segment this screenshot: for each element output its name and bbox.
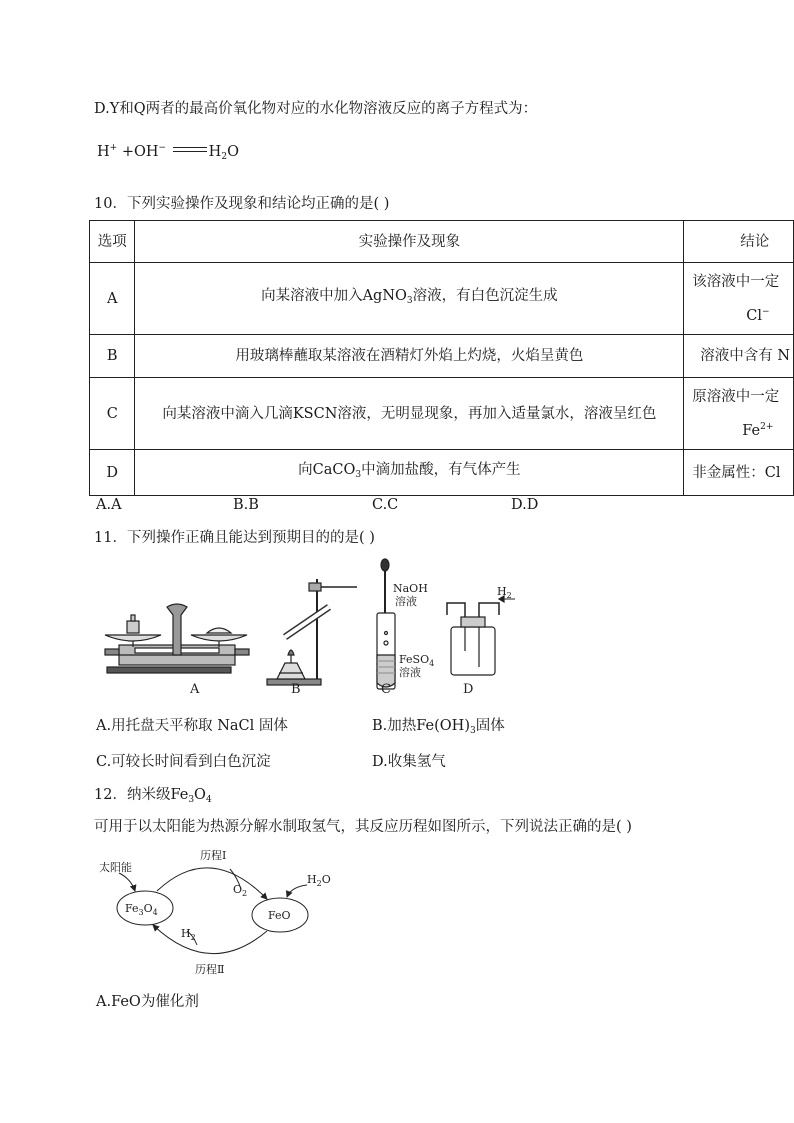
conc-charge: 2+ [760,421,774,432]
op-text-post: 溶液，有白色沉淀生成 [412,288,558,304]
balance-icon [105,604,249,673]
table-row [90,263,794,335]
row-option: B [90,335,135,378]
q12-choice-a: A.FeO为催化剂 [96,994,199,1010]
label-h2o: $H_2O$ [307,873,331,888]
q11-stem: 11．下列操作正确且能达到预期目的的是( ) [94,530,375,546]
conc-line1: 原溶液中一定 [692,388,780,405]
row-option: A [90,263,135,335]
choice-b-fe: Fe [416,718,435,734]
figure-label-c: C [381,682,391,697]
stem-fe: Fe [170,787,189,803]
row-conclusion [684,378,794,450]
process2-arrow [153,925,267,954]
label-process1: 历程Ⅰ [200,849,227,862]
sun-arrow [119,873,135,891]
eq-h: H [97,144,110,160]
eq-plus: + [121,144,134,160]
choice-b-text: B.加热 [372,718,417,734]
label-process2: 历程Ⅱ [195,963,225,976]
table-row [90,378,794,450]
label-feso4: FeSO$_4$ [399,653,435,668]
q10-choice-c: C.C [372,497,399,513]
eq-h2o-o: O [227,144,239,160]
stem-o: O [194,787,206,803]
eq-double-line [173,147,207,152]
test-tube-icon [377,559,395,689]
label-naoh: NaOH [393,582,428,595]
row-conclusion: 溶液中含有 N [684,335,794,378]
gas-bottle-icon [447,596,515,675]
row-option: C [90,378,135,450]
q10-choice-d: D.D [511,497,539,513]
label-o2: $O_2$ [233,883,248,898]
header-option: 选项 [90,221,135,263]
row-operation: 向某溶液中滴入几滴KSCN溶液，无明显现象，再加入适量氯水，溶液呈红色 [135,378,684,450]
header-operation: 实验操作及现象 [135,221,684,263]
op-formula: CaCO [312,462,356,478]
q10-table [89,220,794,496]
conc-line1: 该溶液中一定 [692,273,780,290]
conc-line2 [692,297,793,331]
label-h2: $H_2$ [181,927,196,942]
label-feo: FeO [268,909,291,922]
h2o-arrow [287,885,307,897]
eq-oh: OH [133,144,159,160]
q11-apparatus-figure [95,555,525,700]
table-row [90,335,794,378]
header-conclusion: 结论 [684,221,794,263]
q11-choice-a: A.用托盘天平称取 NaCl 固体 [96,718,288,734]
choice-b-oh: (OH) [434,718,470,734]
op-sub: 3 [355,470,362,480]
q12-stem-line1 [94,783,212,805]
row-operation: 用玻璃棒蘸取某溶液在酒精灯外焰上灼烧，火焰呈黄色 [135,335,684,378]
row-option: D [90,450,135,496]
eq-h2o-sub: 2 [221,152,228,162]
label-sun: 太阳能 [99,861,132,874]
stem-sub2: 4 [205,795,212,805]
row-conclusion: 非金属性：Cl [684,450,794,496]
op-text-post: 中滴加盐酸，有气体产生 [361,462,521,478]
conc-line2 [692,412,793,446]
process1-arrow [157,868,267,899]
q11-choice-d: D.收集氢气 [372,754,446,770]
label-naoh-soln: 溶液 [395,595,417,608]
table-row [90,450,794,496]
op-text: 向 [298,462,313,478]
q10-choice-a: A.A [96,497,122,513]
eq-h2o-h: H [208,144,222,160]
q9-option-d: D.Y和Q两者的最高价氧化物对应的水化物溶液反应的离子方程式为： [94,101,538,117]
figure-label-d: D [463,682,474,697]
table-header-row [90,221,794,263]
label-fe3o4: $Fe_3O_4$ [125,902,158,917]
op-text: 向某溶液中加入 [261,288,363,304]
label-feso4-soln: 溶液 [399,666,421,679]
figure-label-b: B [291,682,301,697]
eq-h-charge: + [109,143,118,153]
op-formula: AgNO [362,288,407,304]
q10-choice-b: B.B [233,497,259,513]
label-h2: $H_2$ [497,585,512,600]
eq-oh-charge: − [158,143,167,153]
q10-stem: 10．下列实验操作及现象和结论均正确的是( ) [94,196,390,212]
conc-ion: Cl [746,307,762,324]
q12-reaction-diagram [95,843,345,980]
q9-equation [97,143,239,162]
q11-choice-b [372,714,505,736]
choice-b-sub: 3 [469,726,476,736]
conc-charge: − [762,306,770,317]
row-operation [135,450,684,496]
stem-text: 12．纳米级 [94,787,171,803]
figure-label-a: A [190,682,200,697]
stem-sub1: 3 [188,795,195,805]
q11-choice-c: C.可较长时间看到白色沉淀 [96,754,271,770]
row-conclusion [684,263,794,335]
row-operation [135,263,684,335]
q12-stem-line2: 可用于以太阳能为热源分解水制取氢气，其反应历程如图所示，下列说法正确的是( ) [94,819,632,835]
op-sub: 3 [406,296,413,306]
choice-b-post: 固体 [475,718,505,734]
heating-setup-icon [267,579,357,685]
conc-ion: Fe [742,422,761,439]
